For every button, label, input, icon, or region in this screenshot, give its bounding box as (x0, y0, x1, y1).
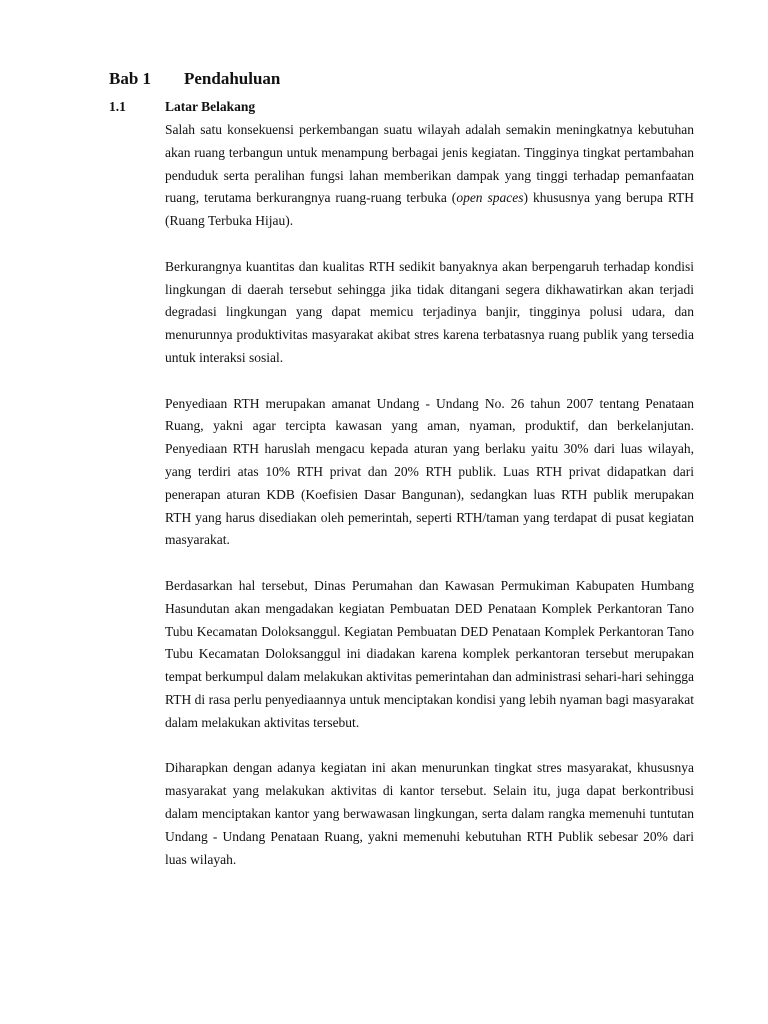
paragraph-1 (165, 119, 694, 233)
section-heading (109, 98, 255, 116)
paragraph-1-italic-term: open spaces (456, 190, 524, 206)
paragraph-3: Penyediaan RTH merupakan amanat Undang - Undang No. 26 tahun 2007 tentang Penataan Ruang, yakni agar tercipta kawasan yang aman, nyaman, produktif, dan berkelanjutan. Penyediaan RTH haruslah mengacu kepada aturan yang berlaku yaitu 30% dari luas wilayah, yang terdiri atas 10% RTH privat dan 20% RTH publik. Luas RTH privat didapatkan dari penerapan aturan KDB (Koefisien Dasar Bangunan), sedangkan luas RTH publik merupakan RTH yang harus disediakan oleh pemerintah, seperti RTH/taman yang terdapat di pusat kegiatan masyarakat. (165, 395, 694, 548)
section-title: Latar Belakang (165, 99, 256, 114)
paragraph-1-text-a: Salah satu konsekuensi perkembangan suatu wilayah adalah semakin meningkatnya kebutuhan akan ruang terbangun untuk menampung berbagai jenis kegiatan. Tingginya tingkat pertambahan penduduk serta peralihan fungsi lahan memberikan dampak yang tinggi terhadap pemanfaatan ruang, terutama berkurangnya ruang-ruang terbuka ( (165, 122, 694, 206)
paragraph-5: Diharapkan dengan adanya kegiatan ini akan menurunkan tingkat stres masyarakat, khususnya masyarakat yang melakukan aktivitas di kantor tersebut. Selain itu, juga dapat berkontribusi dalam menciptakan kantor yang berwawasan lingkungan, serta dalam rangka memenuhi tuntutan Undang - Undang Penataan Ruang, yakni memenuhi kebutuhan RTH Publik sebesar 20% dari luas wilayah. (165, 760, 694, 867)
paragraph-2: Berkurangnya kuantitas dan kualitas RTH sedikit banyaknya akan berpengaruh terhadap kondisi lingkungan di daerah tersebut sehingga jika tidak ditangani segera dikhawatirkan akan terjadi degradasi lingkungan yang dapat memicu terjadinya banjir, tingginya polusi udara, dan menurunnya produktivitas masyarakat akibat stres karena terbatasnya ruang publik yang tersedia untuk interaksi sosial. (165, 258, 694, 365)
paragraph-4: Berdasarkan hal tersebut, Dinas Perumahan dan Kawasan Permukiman Kabupaten Humbang Hasundutan akan mengadakan kegiatan Pembuatan DED Penataan Komplek Perkantoran Tano Tubu Kecamatan Doloksanggul. Kegiatan Pembuatan DED Penataan Komplek Perkantoran Tano Tubu Kecamatan Doloksanggul ini diadakan karena komplek perkantoran tersebut merupakan tempat berkumpul dalam melakukan aktivitas pemerintahan dan administrasi sehari-hari sehingga RTH di rasa perlu penyediaannya untuk menciptakan kondisi yang lebih nyaman bagi masyarakat dalam melakukan aktivitas tersebut. (165, 577, 694, 730)
section-number: 1.1 (109, 99, 126, 114)
chapter-title: Pendahuluan (184, 69, 281, 88)
body-text (165, 119, 694, 871)
chapter-number: Bab 1 (109, 69, 152, 88)
paragraph-1-text-b: ) khususnya yang berupa RTH (Ruang Terbuka Hijau). (165, 190, 695, 229)
chapter-heading (109, 68, 280, 90)
